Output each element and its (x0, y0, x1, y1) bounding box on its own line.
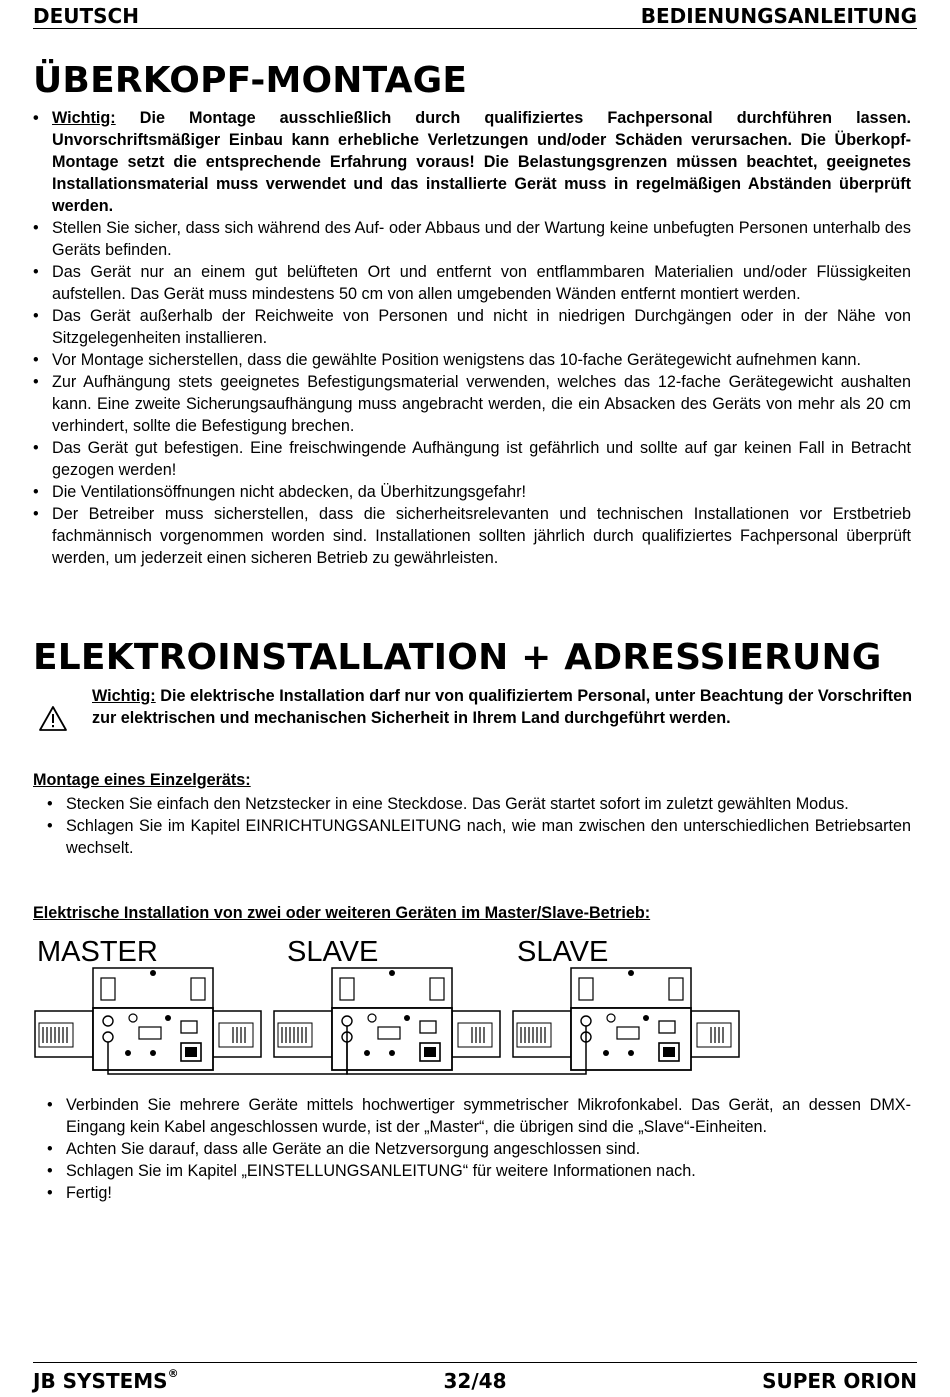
list-item: • Stecken Sie einfach den Netzstecker in eine Steckdose. Das Gerät startet sofort im zuletzt gewählten Modus. (47, 793, 911, 815)
list-item: • Schlagen Sie im Kapitel „EINSTELLUNGSANLEITUNG“ für weitere Informationen nach. (47, 1160, 911, 1182)
device-master (35, 968, 261, 1070)
page-header (33, 2, 917, 29)
header-language: DEUTSCH (33, 4, 139, 28)
important-note (33, 107, 911, 217)
diagram-label-slave-2: SLAVE (517, 936, 609, 968)
electrical-warning (92, 685, 912, 729)
list-item: • Fertig! (47, 1182, 911, 1204)
overhead-mounting-list (33, 107, 911, 569)
device-slave-2 (513, 968, 739, 1070)
section-title-overhead-mounting: ÜBERKOPF-MONTAGE (33, 60, 468, 101)
master-slave-heading: Elektrische Installation von zwei oder weiteren Geräten im Master/Slave-Betrieb: (33, 904, 651, 922)
device-slave-1 (274, 968, 500, 1070)
list-item: • Vor Montage sicherstellen, dass die gewählte Position wenigstens das 10-fache Gerätegewicht aufnehmen kann. (33, 349, 911, 371)
list-item: • Zur Aufhängung stets geeignetes Befestigungsmaterial verwenden, welches das 12-fache Gerätegewicht aushalten kann. Eine zweite Sicherungsaufhängung muss angebracht werden, die ein Absacken des Geräts von mehr als 20 cm verhindert, sollte die Befestigung brechen. (33, 371, 911, 437)
footer-brand: JB SYSTEMS® (33, 1367, 179, 1393)
section-title-electrical-installation: ELEKTROINSTALLATION + ADRESSIERUNG (33, 637, 882, 678)
warning-triangle-icon (38, 705, 68, 732)
warning-text: Die elektrische Installation darf nur von qualifiziertem Personal, unter Beachtung der Vorschriften zur elektrischen und mechanischen Sicherheit in Ihrem Land durchgeführt werden. (92, 687, 912, 727)
master-slave-diagram (33, 933, 743, 1078)
important-label: Wichtig: (52, 109, 116, 127)
list-item: • Das Gerät gut befestigen. Eine freischwingende Aufhängung ist gefährlich und sollte auf gar keinen Fall in Betracht gezogen werden! (33, 437, 911, 481)
diagram-label-master: MASTER (37, 936, 158, 968)
important-text: Die Montage ausschließlich durch qualifiziertes Fachpersonal durchführen lassen. Unvorschriftsmäßiger Einbau kann erhebliche Verletzungen und/oder Schäden verursachen. Die Überkopf-Montage setzt die entsprechende Erfahrung voraus! Die Belastungsgrenzen müssen beachtet, geeignetes Installationsmaterial muss verwendet und das installierte Gerät muss in regelmäßigen Abständen überprüft werden. (52, 109, 911, 215)
diagram-label-slave-1: SLAVE (287, 936, 379, 968)
list-item: • Das Gerät nur an einem gut belüfteten Ort und entfernt von entflammbaren Materialien und/oder Flüssigkeiten aufstellen. Das Gerät muss mindestens 50 cm von allen umgebenden Wänden entfernt montiert werden. (33, 261, 911, 305)
list-item: • Das Gerät außerhalb der Reichweite von Personen und nicht in niedrigen Durchgängen oder in der Nähe von Sitzgelegenheiten installieren. (33, 305, 911, 349)
header-doc-type: BEDIENUNGSANLEITUNG (640, 4, 917, 28)
footer-product: SUPER ORION (762, 1369, 917, 1393)
warning-label: Wichtig: (92, 687, 156, 705)
page-number: 32/48 (443, 1369, 507, 1393)
registered-mark: ® (167, 1367, 179, 1380)
list-item: • Schlagen Sie im Kapitel EINRICHTUNGSANLEITUNG nach, wie man zwischen den unterschiedlichen Betriebsarten wechselt. (47, 815, 911, 859)
list-item: • Verbinden Sie mehrere Geräte mittels hochwertiger symmetrischer Mikrofonkabel. Das Gerät, an dessen DMX-Eingang kein Kabel angeschlossen wurde, ist der „Master“, die übrigen sind die „Slave“-Einheiten. (47, 1094, 911, 1138)
master-slave-list (47, 1094, 911, 1204)
list-item: • Der Betreiber muss sicherstellen, dass die sicherheitsrelevanten und technischen Installationen vor Erstbetrieb fachmännisch vorgenommen worden sind. Installationen sollten jährlich durch qualifiziertes Fachpersonal überprüft werden, um jederzeit einen sicheren Betrieb zu gewährleisten. (33, 503, 911, 569)
single-device-list (47, 793, 911, 859)
page-footer (33, 1362, 917, 1393)
list-item: • Stellen Sie sicher, dass sich während des Auf- oder Abbaus und der Wartung keine unbefugten Personen unterhalb des Geräts befinden. (33, 217, 911, 261)
single-device-heading: Montage eines Einzelgeräts: (33, 771, 251, 789)
list-item: • Die Ventilationsöffnungen nicht abdecken, da Überhitzungsgefahr! (33, 481, 911, 503)
list-item: • Achten Sie darauf, dass alle Geräte an die Netzversorgung angeschlossen sind. (47, 1138, 911, 1160)
